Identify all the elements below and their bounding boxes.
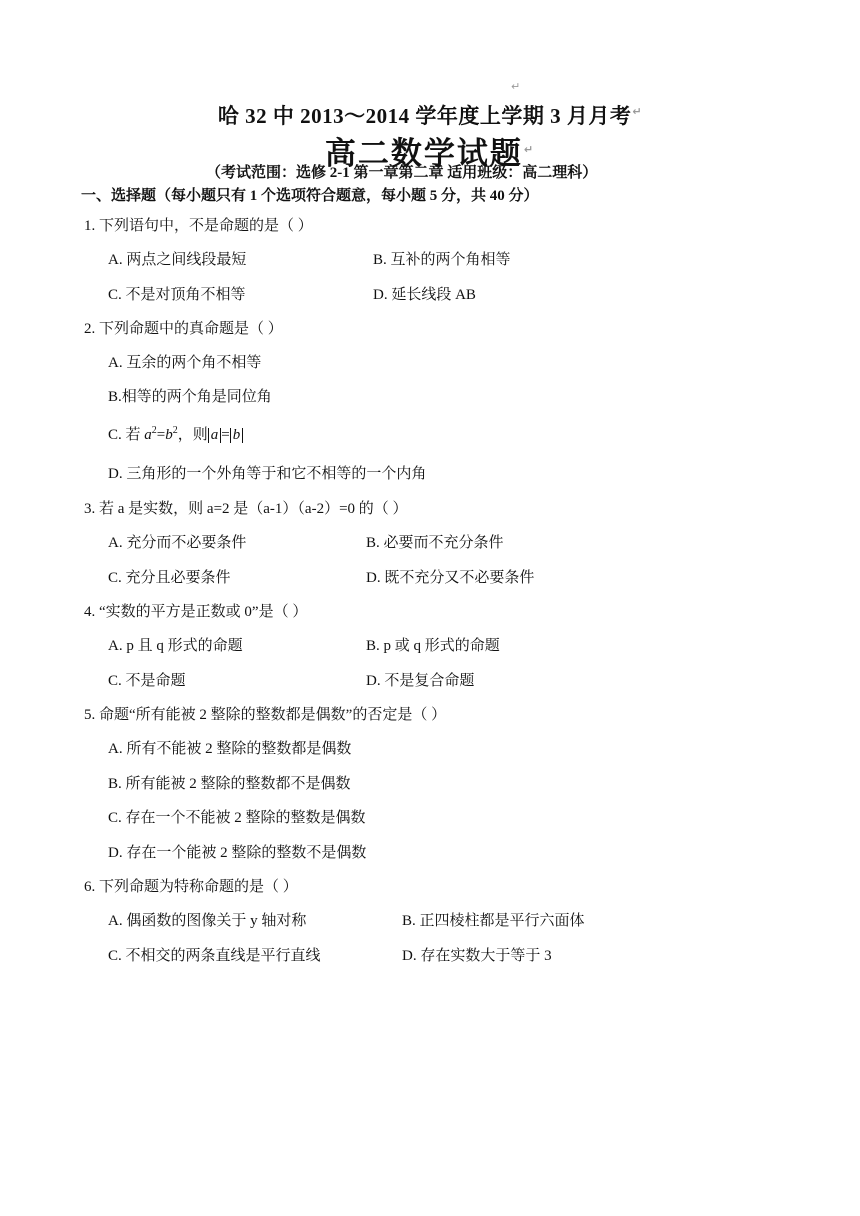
formula-abs-b: b (230, 428, 244, 443)
question-5-option-d: D. 存在一个能被 2 整除的整数不是偶数 (108, 845, 367, 861)
formula-abs-a: a (208, 428, 222, 443)
question-5-stem: 5. 命题“所有能被 2 整除的整数都是偶数”的否定是（ ） (84, 707, 447, 723)
paragraph-mark-icon: ↵ (632, 105, 643, 118)
question-3-option-a: A. 充分而不必要条件 (108, 535, 247, 551)
question-1-option-b: B. 互补的两个角相等 (373, 252, 511, 268)
question-4-option-a: A. p 且 q 形式的命题 (108, 638, 243, 654)
question-2-option-a: A. 互余的两个角不相等 (108, 355, 262, 371)
paragraph-mark-icon: ↵ (523, 142, 536, 156)
option-c-prefix: C. 若 (108, 427, 141, 443)
formula-equals: = (156, 427, 166, 443)
question-1-stem: 1. 下列语句中，不是命题的是（ ） (84, 218, 313, 234)
question-3-option-d: D. 既不充分又不必要条件 (366, 570, 535, 586)
question-4-option-b: B. p 或 q 形式的命题 (366, 638, 500, 654)
question-1-option-d: D. 延长线段 AB (373, 287, 476, 303)
question-2-option-d: D. 三角形的一个外角等于和它不相等的一个内角 (108, 466, 427, 482)
question-5-option-b: B. 所有能被 2 整除的整数都不是偶数 (108, 776, 351, 792)
question-4-option-d: D. 不是复合命题 (366, 673, 475, 689)
question-1-option-a: A. 两点之间线段最短 (108, 252, 247, 268)
question-4-stem: 4. “实数的平方是正数或 0”是（ ） (84, 604, 308, 620)
question-5-option-c: C. 存在一个不能被 2 整除的整数是偶数 (108, 810, 366, 826)
question-2-stem: 2. 下列命题中的真命题是（ ） (84, 321, 283, 337)
question-1-option-c: C. 不是对顶角不相等 (108, 287, 246, 303)
formula-b-squared: $b^2$ (165, 425, 178, 443)
question-5-option-a: A. 所有不能被 2 整除的整数都是偶数 (108, 741, 352, 757)
question-6-option-a: A. 偶函数的图像关于 y 轴对称 (108, 913, 307, 929)
exam-scope: （考试范围：选修 2-1 第一章第二章 适用班级：高二理科） (206, 165, 598, 181)
exam-title (0, 100, 860, 130)
formula-a-squared: $a^2$ (144, 425, 157, 443)
top-paragraph-mark: ↵ (511, 80, 521, 93)
question-6-option-d: D. 存在实数大于等于 3 (402, 948, 552, 964)
formula-equals: = (221, 427, 230, 443)
question-2-option-b: B.相等的两个角是同位角 (108, 389, 272, 405)
question-6-option-b: B. 正四棱柱都是平行六面体 (402, 913, 585, 929)
question-2-option-c (108, 423, 243, 444)
section-heading: 一、选择题（每小题只有 1 个选项符合题意，每小题 5 分，共 40 分） (81, 188, 539, 204)
question-3-stem: 3. 若 a 是实数，则 a=2 是（a-1）（a-2）=0 的（ ） (84, 501, 408, 517)
exam-subject-text: 高二数学试题 (324, 136, 523, 172)
question-3-option-c: C. 充分且必要条件 (108, 570, 231, 586)
question-6-option-c: C. 不相交的两条直线是平行直线 (108, 948, 321, 964)
formula-then: ，则 (177, 427, 208, 443)
exam-title-text: 哈 32 中 2013～2014 学年度上学期 3 月月考 (217, 104, 632, 128)
question-3-option-b: B. 必要而不充分条件 (366, 535, 504, 551)
question-4-option-c: C. 不是命题 (108, 673, 186, 689)
question-6-stem: 6. 下列命题为特称命题的是（ ） (84, 879, 298, 895)
